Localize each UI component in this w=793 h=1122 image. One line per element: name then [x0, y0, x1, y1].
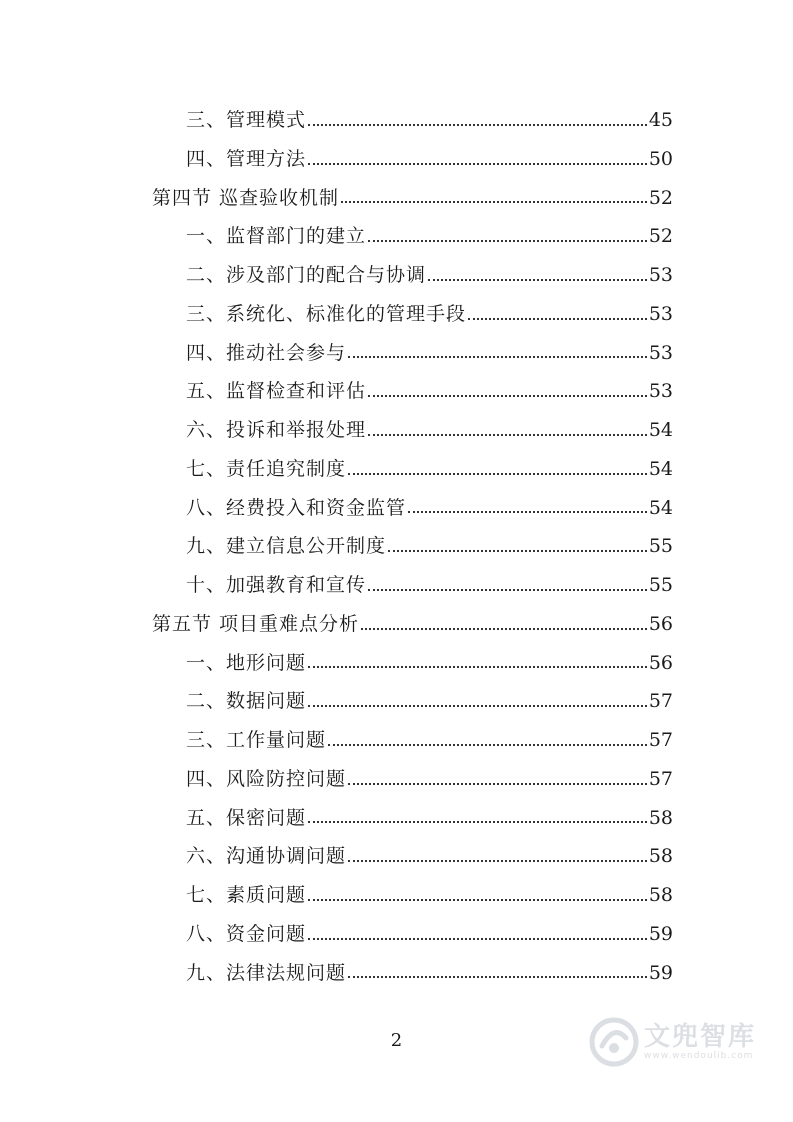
- toc-entry[interactable]: [0, 489, 793, 528]
- toc-dot-leader: [308, 821, 647, 823]
- toc-entry-page: 57: [648, 729, 673, 751]
- toc-entry[interactable]: [0, 605, 793, 644]
- toc-dot-leader: [308, 938, 647, 940]
- toc-dot-leader: [368, 589, 647, 591]
- toc-entry-page: 54: [648, 496, 673, 519]
- toc-entry[interactable]: [0, 566, 793, 605]
- toc-entry-label: 十、加强教育和宣传: [186, 574, 367, 596]
- toc-entry-label: 三、系统化、标准化的管理手段: [186, 302, 467, 325]
- table-of-contents: [0, 101, 793, 992]
- toc-entry[interactable]: [0, 527, 793, 566]
- toc-entry-label: 六、投诉和举报处理: [186, 419, 367, 441]
- toc-entry-page: 58: [648, 884, 673, 906]
- toc-entry-page: 57: [648, 767, 673, 790]
- toc-dot-leader: [348, 473, 647, 475]
- toc-dot-leader: [308, 666, 647, 668]
- page-number: 2: [390, 1030, 403, 1051]
- toc-entry[interactable]: [0, 411, 793, 450]
- toc-entry-page: 59: [648, 922, 673, 945]
- toc-entry[interactable]: [0, 334, 793, 373]
- toc-dot-leader: [368, 395, 647, 397]
- toc-entry[interactable]: [0, 295, 793, 334]
- toc-entry[interactable]: [0, 682, 793, 721]
- toc-entry[interactable]: [0, 140, 793, 179]
- toc-entry-label: 四、风险防控问题: [186, 767, 347, 790]
- toc-dot-leader: [348, 860, 647, 862]
- toc-entry-label: 九、法律法规问题: [186, 961, 347, 984]
- toc-dot-leader: [368, 434, 647, 436]
- toc-entry-page: 50: [648, 147, 673, 170]
- toc-entry-page: 55: [648, 535, 673, 558]
- toc-dot-leader: [348, 783, 647, 785]
- toc-dot-leader: [388, 550, 647, 552]
- toc-entry-label: 四、管理方法: [186, 147, 307, 170]
- toc-dot-leader: [468, 318, 647, 320]
- watermark: [588, 1016, 756, 1068]
- watermark-brand: 文兜智库: [644, 1022, 757, 1052]
- toc-entry-label: 二、数据问题: [186, 690, 307, 713]
- toc-entry[interactable]: [0, 644, 793, 683]
- toc-entry[interactable]: [0, 837, 793, 876]
- toc-entry-page: 54: [648, 457, 673, 480]
- toc-entry-label: 七、责任追究制度: [186, 457, 347, 480]
- toc-entry-page: 55: [648, 574, 673, 596]
- toc-entry-page: 53: [648, 264, 673, 286]
- toc-entry[interactable]: [0, 760, 793, 799]
- toc-entry[interactable]: [0, 799, 793, 838]
- toc-entry-label: 八、经费投入和资金监管: [186, 496, 407, 519]
- toc-entry-label: 六、沟通协调问题: [186, 845, 347, 868]
- toc-entry-page: 45: [648, 109, 673, 131]
- watermark-url: www.wendoulib.com: [644, 1051, 754, 1061]
- toc-entry-page: 53: [648, 302, 673, 325]
- toc-entry[interactable]: [0, 915, 793, 954]
- toc-entry-label: 三、工作量问题: [186, 729, 327, 751]
- toc-entry-label: 七、素质问题: [186, 884, 307, 906]
- toc-entry-label: 五、监督检查和评估: [186, 380, 367, 403]
- toc-entry-page: 58: [648, 806, 673, 829]
- toc-entry-label: 四、推动社会参与: [186, 341, 347, 364]
- toc-dot-leader: [428, 279, 647, 281]
- toc-dot-leader: [308, 705, 647, 707]
- toc-dot-leader: [408, 511, 647, 513]
- toc-dot-leader: [348, 356, 647, 358]
- toc-entry[interactable]: [0, 450, 793, 489]
- toc-entry[interactable]: [0, 101, 793, 140]
- toc-entry-page: 52: [648, 225, 673, 248]
- toc-entry[interactable]: [0, 954, 793, 993]
- toc-entry-label: 一、监督部门的建立: [186, 225, 367, 248]
- toc-entry-page: 58: [648, 845, 673, 868]
- wendou-logo-icon: [588, 1016, 640, 1068]
- toc-entry[interactable]: [0, 217, 793, 256]
- toc-dot-leader: [308, 163, 647, 165]
- toc-entry[interactable]: [0, 372, 793, 411]
- toc-entry[interactable]: [0, 876, 793, 915]
- toc-entry-page: 53: [648, 341, 673, 364]
- toc-entry-page: 52: [648, 186, 673, 209]
- toc-entry-label: 第四节 巡查验收机制: [152, 186, 340, 209]
- toc-entry-page: 54: [648, 419, 673, 441]
- toc-entry[interactable]: [0, 721, 793, 760]
- toc-entry-label: 九、建立信息公开制度: [186, 535, 387, 558]
- toc-entry-page: 59: [648, 961, 673, 984]
- toc-dot-leader: [328, 744, 647, 746]
- toc-entry-page: 56: [648, 651, 673, 674]
- toc-dot-leader: [308, 124, 647, 126]
- toc-entry-label: 五、保密问题: [186, 806, 307, 829]
- toc-entry-label: 八、资金问题: [186, 922, 307, 945]
- toc-entry-label: 二、涉及部门的配合与协调: [186, 264, 427, 286]
- toc-entry-page: 57: [648, 690, 673, 713]
- toc-dot-leader: [361, 628, 647, 630]
- toc-dot-leader: [368, 240, 647, 242]
- toc-entry[interactable]: [0, 179, 793, 218]
- toc-entry-label: 第五节 项目重难点分析: [152, 612, 360, 635]
- toc-dot-leader: [308, 899, 647, 901]
- toc-dot-leader: [341, 201, 647, 203]
- toc-entry-label: 三、管理模式: [186, 109, 307, 131]
- toc-entry-label: 一、地形问题: [186, 651, 307, 674]
- toc-entry[interactable]: [0, 256, 793, 295]
- toc-entry-page: 53: [648, 380, 673, 403]
- toc-dot-leader: [348, 976, 647, 978]
- toc-entry-page: 56: [648, 612, 673, 635]
